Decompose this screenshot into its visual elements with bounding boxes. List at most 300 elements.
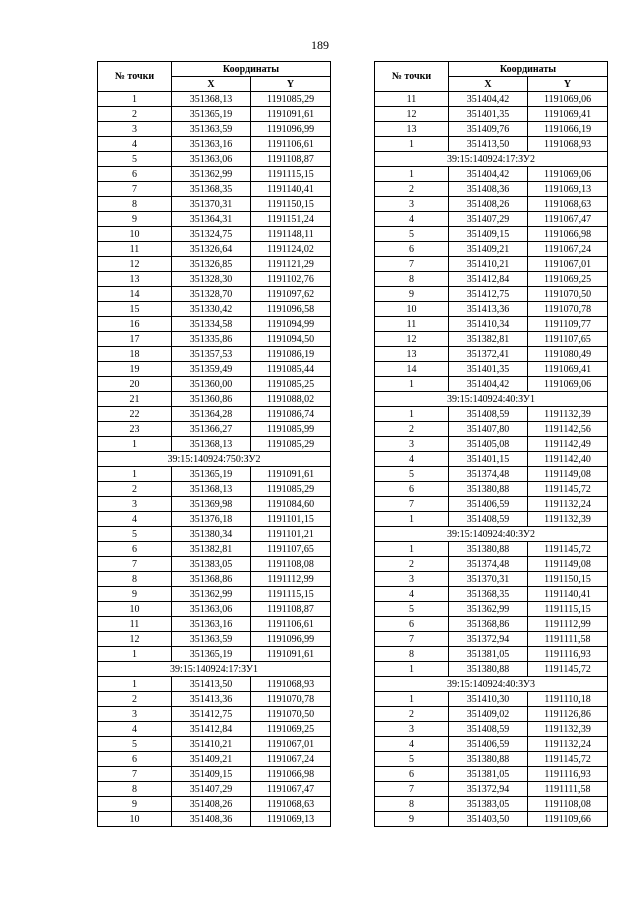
table-row (375, 587, 608, 602)
x-header: X (449, 77, 528, 92)
y-cell: 1191069,41 (528, 362, 608, 377)
y-cell: 1191108,08 (528, 797, 608, 812)
y-cell: 1191068,63 (528, 197, 608, 212)
section-row (98, 662, 331, 677)
x-cell: 351409,15 (449, 227, 528, 242)
x-cell: 351364,31 (172, 212, 251, 227)
table-row (98, 137, 331, 152)
table-row (98, 332, 331, 347)
x-cell: 351383,05 (449, 797, 528, 812)
x-cell: 351405,08 (449, 437, 528, 452)
x-cell: 351413,36 (172, 692, 251, 707)
table-row (375, 692, 608, 707)
x-cell: 351372,94 (449, 632, 528, 647)
point-number-cell: 12 (375, 332, 449, 347)
table-row (98, 302, 331, 317)
table-row (98, 347, 331, 362)
x-cell: 351408,59 (449, 722, 528, 737)
point-number-cell: 1 (375, 137, 449, 152)
point-number-cell: 13 (375, 122, 449, 137)
y-cell: 1191084,60 (251, 497, 331, 512)
table-row (98, 527, 331, 542)
y-cell: 1191085,25 (251, 377, 331, 392)
x-cell: 351374,48 (449, 557, 528, 572)
point-number-cell: 2 (98, 692, 172, 707)
y-cell: 1191112,99 (528, 617, 608, 632)
point-number-cell: 8 (98, 197, 172, 212)
coordinates-table-right (374, 61, 608, 827)
table-row (98, 317, 331, 332)
y-cell: 1191070,50 (251, 707, 331, 722)
table-row (98, 152, 331, 167)
y-cell: 1191068,63 (251, 797, 331, 812)
y-cell: 1191108,08 (251, 557, 331, 572)
point-number-cell: 8 (375, 647, 449, 662)
table-row (98, 617, 331, 632)
point-number-cell: 6 (375, 242, 449, 257)
point-number-cell: 3 (98, 122, 172, 137)
point-number-cell: 12 (375, 107, 449, 122)
section-title: 39:15:140924:40:ЗУ2 (375, 527, 608, 542)
x-cell: 351412,75 (172, 707, 251, 722)
y-cell: 1191112,99 (251, 572, 331, 587)
table-row (375, 347, 608, 362)
x-cell: 351380,88 (449, 482, 528, 497)
y-cell: 1191085,99 (251, 422, 331, 437)
table-row (375, 92, 608, 107)
x-cell: 351326,64 (172, 242, 251, 257)
table-row (375, 722, 608, 737)
table-row (98, 182, 331, 197)
y-cell: 1191086,74 (251, 407, 331, 422)
point-number-cell: 11 (375, 92, 449, 107)
y-cell: 1191150,15 (251, 197, 331, 212)
x-cell: 351410,34 (449, 317, 528, 332)
y-cell: 1191067,47 (251, 782, 331, 797)
point-number-cell: 19 (98, 362, 172, 377)
y-cell: 1191101,15 (251, 512, 331, 527)
x-cell: 351380,88 (449, 752, 528, 767)
y-cell: 1191145,72 (528, 662, 608, 677)
y-cell: 1191145,72 (528, 752, 608, 767)
x-cell: 351401,35 (449, 362, 528, 377)
table-row (98, 242, 331, 257)
x-cell: 351334,58 (172, 317, 251, 332)
x-cell: 351409,76 (449, 122, 528, 137)
y-cell: 1191140,41 (528, 587, 608, 602)
table-row (375, 512, 608, 527)
point-number-cell: 14 (375, 362, 449, 377)
table-row (375, 332, 608, 347)
x-cell: 351412,84 (449, 272, 528, 287)
table-row (375, 617, 608, 632)
x-cell: 351409,21 (172, 752, 251, 767)
y-cell: 1191069,06 (528, 92, 608, 107)
y-cell: 1191132,24 (528, 737, 608, 752)
table-row (375, 572, 608, 587)
point-number-cell: 9 (98, 587, 172, 602)
x-cell: 351362,99 (449, 602, 528, 617)
y-cell: 1191106,61 (251, 617, 331, 632)
table-row (98, 542, 331, 557)
y-cell: 1191086,19 (251, 347, 331, 362)
x-cell: 351330,42 (172, 302, 251, 317)
point-number-cell: 8 (98, 782, 172, 797)
x-cell: 351413,36 (449, 302, 528, 317)
point-number-cell: 4 (375, 212, 449, 227)
x-cell: 351413,50 (172, 677, 251, 692)
x-cell: 351383,05 (172, 557, 251, 572)
section-title: 39:15:140924:40:ЗУ3 (375, 677, 608, 692)
point-number-cell: 8 (375, 272, 449, 287)
y-cell: 1191124,02 (251, 242, 331, 257)
table-row (375, 737, 608, 752)
section-row (375, 152, 608, 167)
table-row (98, 737, 331, 752)
y-cell: 1191069,13 (251, 812, 331, 827)
y-cell: 1191111,58 (528, 782, 608, 797)
table-row (98, 647, 331, 662)
point-number-cell: 1 (98, 677, 172, 692)
point-number-cell: 5 (98, 527, 172, 542)
y-cell: 1191069,06 (528, 167, 608, 182)
y-cell: 1191096,99 (251, 632, 331, 647)
x-cell: 351408,26 (172, 797, 251, 812)
table-row (98, 707, 331, 722)
x-cell: 351328,30 (172, 272, 251, 287)
point-number-cell: 23 (98, 422, 172, 437)
table-row (98, 422, 331, 437)
x-cell: 351403,50 (449, 812, 528, 827)
table-row (98, 767, 331, 782)
point-number-cell: 11 (98, 242, 172, 257)
table-row (98, 587, 331, 602)
point-number-header: № точки (375, 62, 449, 92)
x-cell: 351382,81 (172, 542, 251, 557)
table-row (98, 437, 331, 452)
y-cell: 1191142,40 (528, 452, 608, 467)
point-number-cell: 8 (375, 797, 449, 812)
y-cell: 1191107,65 (251, 542, 331, 557)
y-cell: 1191142,49 (528, 437, 608, 452)
y-cell: 1191149,08 (528, 557, 608, 572)
x-cell: 351369,98 (172, 497, 251, 512)
x-cell: 351406,59 (449, 737, 528, 752)
x-cell: 351380,88 (449, 662, 528, 677)
table-row (375, 287, 608, 302)
table-row (375, 467, 608, 482)
point-number-cell: 20 (98, 377, 172, 392)
point-number-cell: 4 (98, 137, 172, 152)
point-number-cell: 5 (375, 602, 449, 617)
x-cell: 351407,80 (449, 422, 528, 437)
y-cell: 1191066,98 (528, 227, 608, 242)
table-row (98, 107, 331, 122)
table-row (375, 557, 608, 572)
y-cell: 1191109,66 (528, 812, 608, 827)
table-row (375, 212, 608, 227)
x-cell: 351368,35 (449, 587, 528, 602)
y-cell: 1191068,93 (251, 677, 331, 692)
y-cell: 1191091,61 (251, 107, 331, 122)
y-cell: 1191085,29 (251, 92, 331, 107)
y-cell: 1191067,47 (528, 212, 608, 227)
y-cell: 1191108,87 (251, 152, 331, 167)
x-cell: 351335,86 (172, 332, 251, 347)
point-number-cell: 6 (98, 542, 172, 557)
y-cell: 1191069,25 (251, 722, 331, 737)
x-cell: 351372,41 (449, 347, 528, 362)
table-row (375, 632, 608, 647)
y-cell: 1191102,76 (251, 272, 331, 287)
table-row (375, 752, 608, 767)
y-cell: 1191107,65 (528, 332, 608, 347)
y-cell: 1191142,56 (528, 422, 608, 437)
table-row (98, 407, 331, 422)
point-number-cell: 1 (375, 167, 449, 182)
x-cell: 351410,21 (172, 737, 251, 752)
table-row (375, 137, 608, 152)
x-cell: 351408,59 (449, 512, 528, 527)
x-header: X (172, 77, 251, 92)
table-row (375, 497, 608, 512)
table-row (375, 227, 608, 242)
point-number-cell: 21 (98, 392, 172, 407)
x-cell: 351374,48 (449, 467, 528, 482)
x-cell: 351381,05 (449, 647, 528, 662)
table-row (98, 782, 331, 797)
table-row (98, 362, 331, 377)
point-number-cell: 22 (98, 407, 172, 422)
table-row (98, 557, 331, 572)
y-cell: 1191132,24 (528, 497, 608, 512)
y-cell: 1191149,08 (528, 467, 608, 482)
point-number-cell: 3 (375, 437, 449, 452)
table-row (98, 257, 331, 272)
point-number-cell: 4 (375, 452, 449, 467)
x-cell: 351404,42 (449, 167, 528, 182)
table-row (375, 242, 608, 257)
table-row (375, 272, 608, 287)
y-cell: 1191115,15 (528, 602, 608, 617)
section-row (375, 392, 608, 407)
table-row (375, 707, 608, 722)
y-cell: 1191101,21 (251, 527, 331, 542)
x-cell: 351407,29 (172, 782, 251, 797)
table-row (98, 377, 331, 392)
point-number-cell: 7 (375, 782, 449, 797)
point-number-cell: 15 (98, 302, 172, 317)
y-cell: 1191121,29 (251, 257, 331, 272)
x-cell: 351364,28 (172, 407, 251, 422)
x-cell: 351363,06 (172, 152, 251, 167)
y-cell: 1191145,72 (528, 542, 608, 557)
table-row (375, 812, 608, 827)
table-row (375, 182, 608, 197)
x-cell: 351363,16 (172, 137, 251, 152)
y-cell: 1191094,99 (251, 317, 331, 332)
point-number-cell: 17 (98, 332, 172, 347)
coordinates-table-left (97, 61, 331, 827)
x-cell: 351363,59 (172, 632, 251, 647)
point-number-cell: 18 (98, 347, 172, 362)
y-cell: 1191116,93 (528, 767, 608, 782)
x-cell: 351382,81 (449, 332, 528, 347)
point-number-cell: 10 (98, 227, 172, 242)
table-row (98, 572, 331, 587)
table-row (98, 482, 331, 497)
x-cell: 351409,21 (449, 242, 528, 257)
y-cell: 1191085,44 (251, 362, 331, 377)
table-row (98, 287, 331, 302)
page-number: 189 (311, 38, 329, 52)
y-cell: 1191132,39 (528, 512, 608, 527)
point-number-cell: 9 (375, 812, 449, 827)
y-cell: 1191097,62 (251, 287, 331, 302)
point-number-cell: 2 (375, 182, 449, 197)
point-number-cell: 8 (98, 572, 172, 587)
section-title: 39:15:140924:17:ЗУ2 (375, 152, 608, 167)
y-cell: 1191132,39 (528, 407, 608, 422)
point-number-cell: 1 (98, 647, 172, 662)
y-cell: 1191067,24 (528, 242, 608, 257)
x-cell: 351365,19 (172, 467, 251, 482)
table-row (98, 197, 331, 212)
x-cell: 351409,15 (172, 767, 251, 782)
y-cell: 1191066,19 (528, 122, 608, 137)
point-number-cell: 3 (375, 197, 449, 212)
x-cell: 351363,06 (172, 602, 251, 617)
y-cell: 1191126,86 (528, 707, 608, 722)
y-cell: 1191115,15 (251, 167, 331, 182)
point-number-cell: 1 (375, 512, 449, 527)
table-row (375, 767, 608, 782)
coordinates-header: Координаты (172, 62, 331, 77)
point-number-cell: 7 (375, 257, 449, 272)
y-cell: 1191132,39 (528, 722, 608, 737)
table-row (98, 167, 331, 182)
x-cell: 351413,50 (449, 137, 528, 152)
x-cell: 351381,05 (449, 767, 528, 782)
y-cell: 1191108,87 (251, 602, 331, 617)
point-number-cell: 12 (98, 257, 172, 272)
y-cell: 1191067,01 (528, 257, 608, 272)
x-cell: 351324,75 (172, 227, 251, 242)
point-number-cell: 2 (375, 707, 449, 722)
x-cell: 351360,86 (172, 392, 251, 407)
table-row (98, 272, 331, 287)
point-number-cell: 5 (98, 737, 172, 752)
y-cell: 1191080,49 (528, 347, 608, 362)
point-number-cell: 6 (98, 167, 172, 182)
x-cell: 351365,19 (172, 647, 251, 662)
x-cell: 351408,36 (172, 812, 251, 827)
table-row (375, 377, 608, 392)
point-number-cell: 5 (375, 227, 449, 242)
x-cell: 351376,18 (172, 512, 251, 527)
section-row (98, 452, 331, 467)
point-number-cell: 4 (375, 587, 449, 602)
y-cell: 1191110,18 (528, 692, 608, 707)
point-number-cell: 2 (98, 107, 172, 122)
table-row (98, 497, 331, 512)
point-number-cell: 14 (98, 287, 172, 302)
table-row (375, 107, 608, 122)
point-number-cell: 7 (375, 497, 449, 512)
x-cell: 351365,19 (172, 107, 251, 122)
point-number-cell: 1 (98, 92, 172, 107)
table-row (98, 212, 331, 227)
point-number-cell: 3 (375, 572, 449, 587)
table-row (375, 257, 608, 272)
x-cell: 351368,35 (172, 182, 251, 197)
point-number-cell: 1 (98, 437, 172, 452)
table-row (98, 227, 331, 242)
point-number-cell: 1 (98, 467, 172, 482)
point-number-cell: 1 (375, 542, 449, 557)
table-row (375, 362, 608, 377)
table-row (98, 392, 331, 407)
x-cell: 351408,59 (449, 407, 528, 422)
point-number-cell: 10 (375, 302, 449, 317)
point-number-cell: 1 (375, 377, 449, 392)
point-number-cell: 3 (98, 707, 172, 722)
x-cell: 351360,00 (172, 377, 251, 392)
y-cell: 1191151,24 (251, 212, 331, 227)
y-cell: 1191109,77 (528, 317, 608, 332)
y-cell: 1191069,25 (528, 272, 608, 287)
table-row (375, 797, 608, 812)
x-cell: 351366,27 (172, 422, 251, 437)
table-row (375, 782, 608, 797)
table-row (98, 602, 331, 617)
y-cell: 1191096,99 (251, 122, 331, 137)
y-cell: 1191067,24 (251, 752, 331, 767)
x-cell: 351412,84 (172, 722, 251, 737)
point-number-cell: 10 (98, 812, 172, 827)
table-row (98, 797, 331, 812)
point-number-cell: 9 (98, 212, 172, 227)
y-cell: 1191085,29 (251, 437, 331, 452)
x-cell: 351368,86 (449, 617, 528, 632)
point-number-cell: 4 (98, 512, 172, 527)
table-row (375, 452, 608, 467)
x-cell: 351404,42 (449, 377, 528, 392)
point-number-cell: 7 (98, 767, 172, 782)
x-cell: 351368,13 (172, 437, 251, 452)
x-cell: 351407,29 (449, 212, 528, 227)
point-number-header: № точки (98, 62, 172, 92)
point-number-cell: 2 (375, 422, 449, 437)
x-cell: 351401,35 (449, 107, 528, 122)
y-cell: 1191070,78 (528, 302, 608, 317)
point-number-cell: 5 (98, 152, 172, 167)
point-number-cell: 3 (98, 497, 172, 512)
y-cell: 1191096,58 (251, 302, 331, 317)
x-cell: 351380,88 (449, 542, 528, 557)
y-cell: 1191069,13 (528, 182, 608, 197)
point-number-cell: 5 (375, 467, 449, 482)
table-row (375, 302, 608, 317)
y-cell: 1191070,78 (251, 692, 331, 707)
table-row (375, 422, 608, 437)
table-row (375, 407, 608, 422)
x-cell: 351370,31 (172, 197, 251, 212)
section-title: 39:15:140924:17:ЗУ1 (98, 662, 331, 677)
point-number-cell: 13 (98, 272, 172, 287)
table-row (375, 437, 608, 452)
y-cell: 1191069,06 (528, 377, 608, 392)
